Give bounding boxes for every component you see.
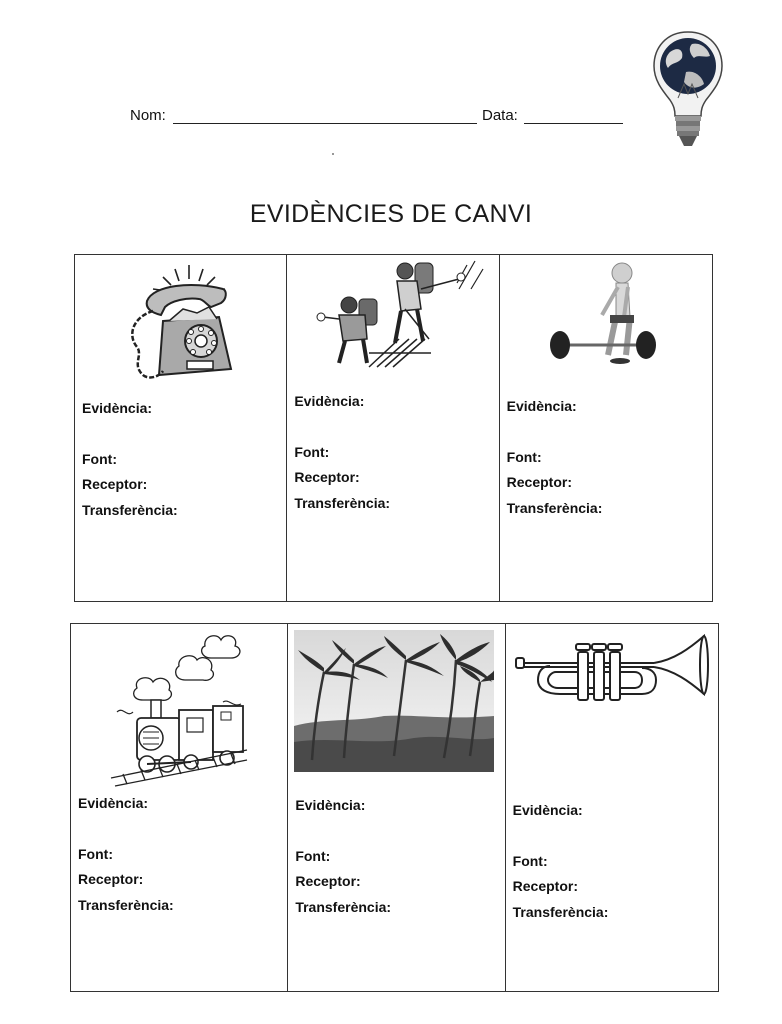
- font-label: Font:: [294, 444, 330, 460]
- steam-train-icon: [107, 628, 249, 790]
- evidencia-label: Evidència:: [295, 797, 366, 813]
- transferencia-label: Transferència:: [295, 899, 392, 915]
- windy-palm-trees-photo: [294, 630, 494, 772]
- speck: [332, 153, 334, 155]
- font-label: Font:: [82, 451, 117, 467]
- page-title: EVIDÈNCIES DE CANVI: [249, 200, 533, 228]
- name-blank-line[interactable]: [173, 123, 477, 124]
- hikers-icon: [309, 259, 485, 369]
- evidence-card: [71, 624, 288, 991]
- receptor-label: Receptor:: [78, 871, 144, 887]
- font-label: Font:: [295, 848, 331, 864]
- transferencia-label: Transferència:: [294, 495, 391, 511]
- evidencia-label: Evidència:: [512, 802, 583, 818]
- transferencia-label: Transferència:: [82, 502, 178, 518]
- transferencia-label: Transferència:: [512, 904, 609, 920]
- evidence-card: [287, 255, 499, 601]
- font-label: Font:: [78, 846, 113, 862]
- evidencia-label: Evidència:: [294, 393, 365, 409]
- transferencia-label: Transferència:: [506, 500, 603, 516]
- evidencia-label: Evidència:: [78, 795, 149, 811]
- name-label: Nom:: [130, 107, 166, 124]
- evidence-grid-bottom: [70, 623, 719, 992]
- font-label: Font:: [512, 853, 548, 869]
- receptor-label: Receptor:: [295, 873, 361, 889]
- receptor-label: Receptor:: [294, 469, 360, 485]
- receptor-label: Receptor:: [506, 474, 573, 490]
- evidence-card: [288, 624, 505, 991]
- weightlifter-icon: [546, 259, 662, 377]
- evidencia-label: Evidència:: [506, 398, 577, 414]
- lightbulb-globe-icon: [648, 28, 728, 152]
- evidence-card: [506, 624, 718, 991]
- evidencia-label: Evidència:: [82, 400, 153, 416]
- evidence-card: [500, 255, 712, 601]
- telephone-icon: [123, 261, 243, 391]
- evidence-grid-top: [74, 254, 713, 602]
- receptor-label: Receptor:: [512, 878, 579, 894]
- transferencia-label: Transferència:: [78, 897, 174, 913]
- trumpet-icon: [514, 632, 710, 708]
- date-blank-line[interactable]: [524, 123, 623, 124]
- evidence-card: [75, 255, 287, 601]
- receptor-label: Receptor:: [82, 476, 148, 492]
- font-label: Font:: [506, 449, 542, 465]
- date-label: Data:: [482, 107, 518, 124]
